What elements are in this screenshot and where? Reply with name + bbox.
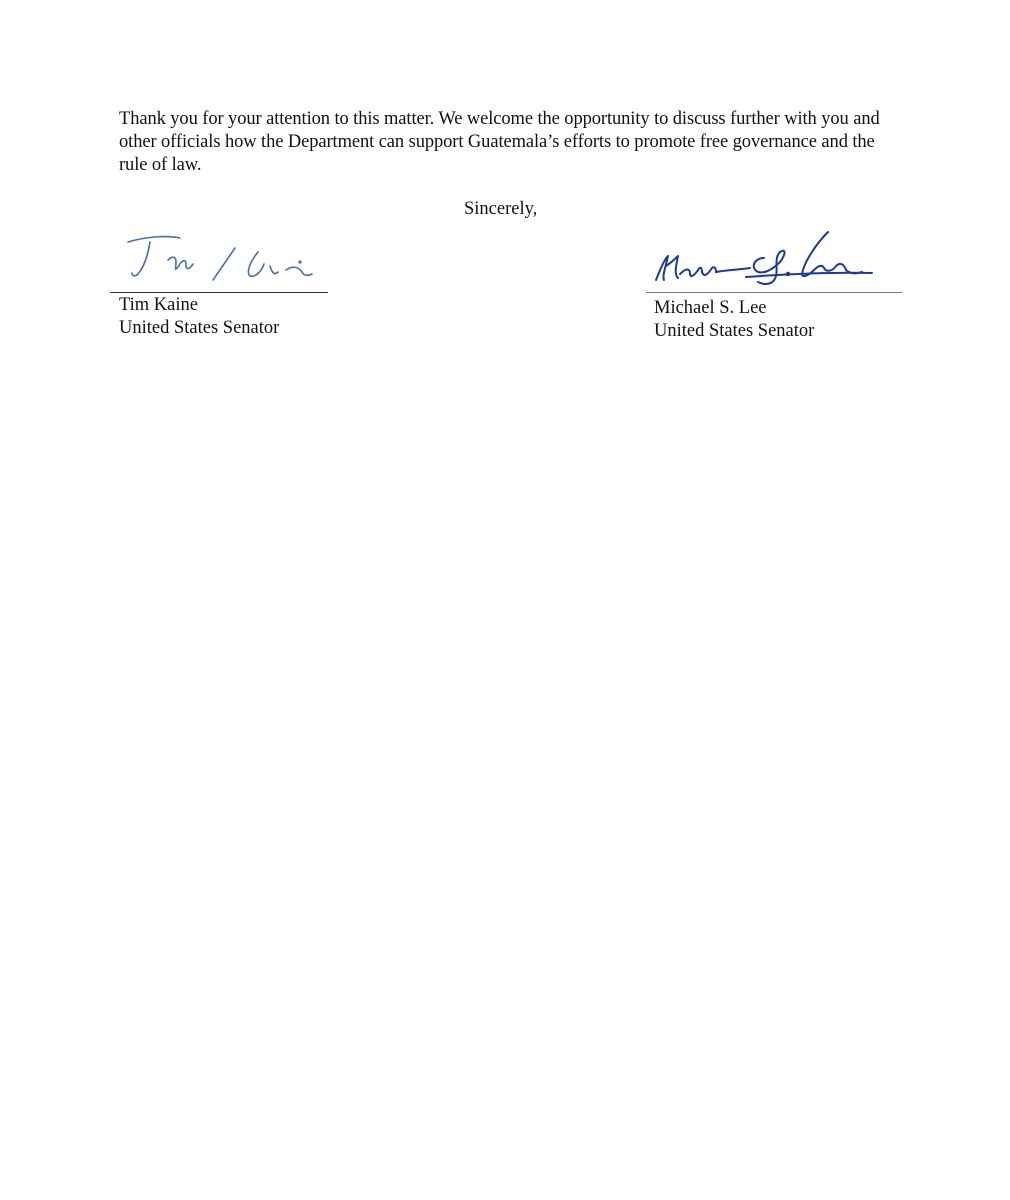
signature-block-lee: [646, 222, 902, 343]
signer-name: Tim Kaine: [119, 295, 198, 315]
signer-title: United States Senator: [654, 321, 815, 341]
signature-lee: [646, 222, 902, 292]
signer-title: United States Senator: [119, 318, 280, 338]
signature-line: [110, 292, 328, 293]
signature-block-kaine: [110, 222, 332, 340]
signature-kaine: [110, 222, 332, 292]
closing-salutation: Sincerely,: [464, 199, 538, 219]
signature-line: [646, 292, 902, 293]
signer-name: Michael S. Lee: [654, 298, 767, 318]
closing-paragraph: Thank you for your attention to this matter. We welcome the opportunity to discuss further with you and other officials how the Department can support Guatemala’s efforts to promote free governance and the rule of law.: [119, 109, 880, 175]
